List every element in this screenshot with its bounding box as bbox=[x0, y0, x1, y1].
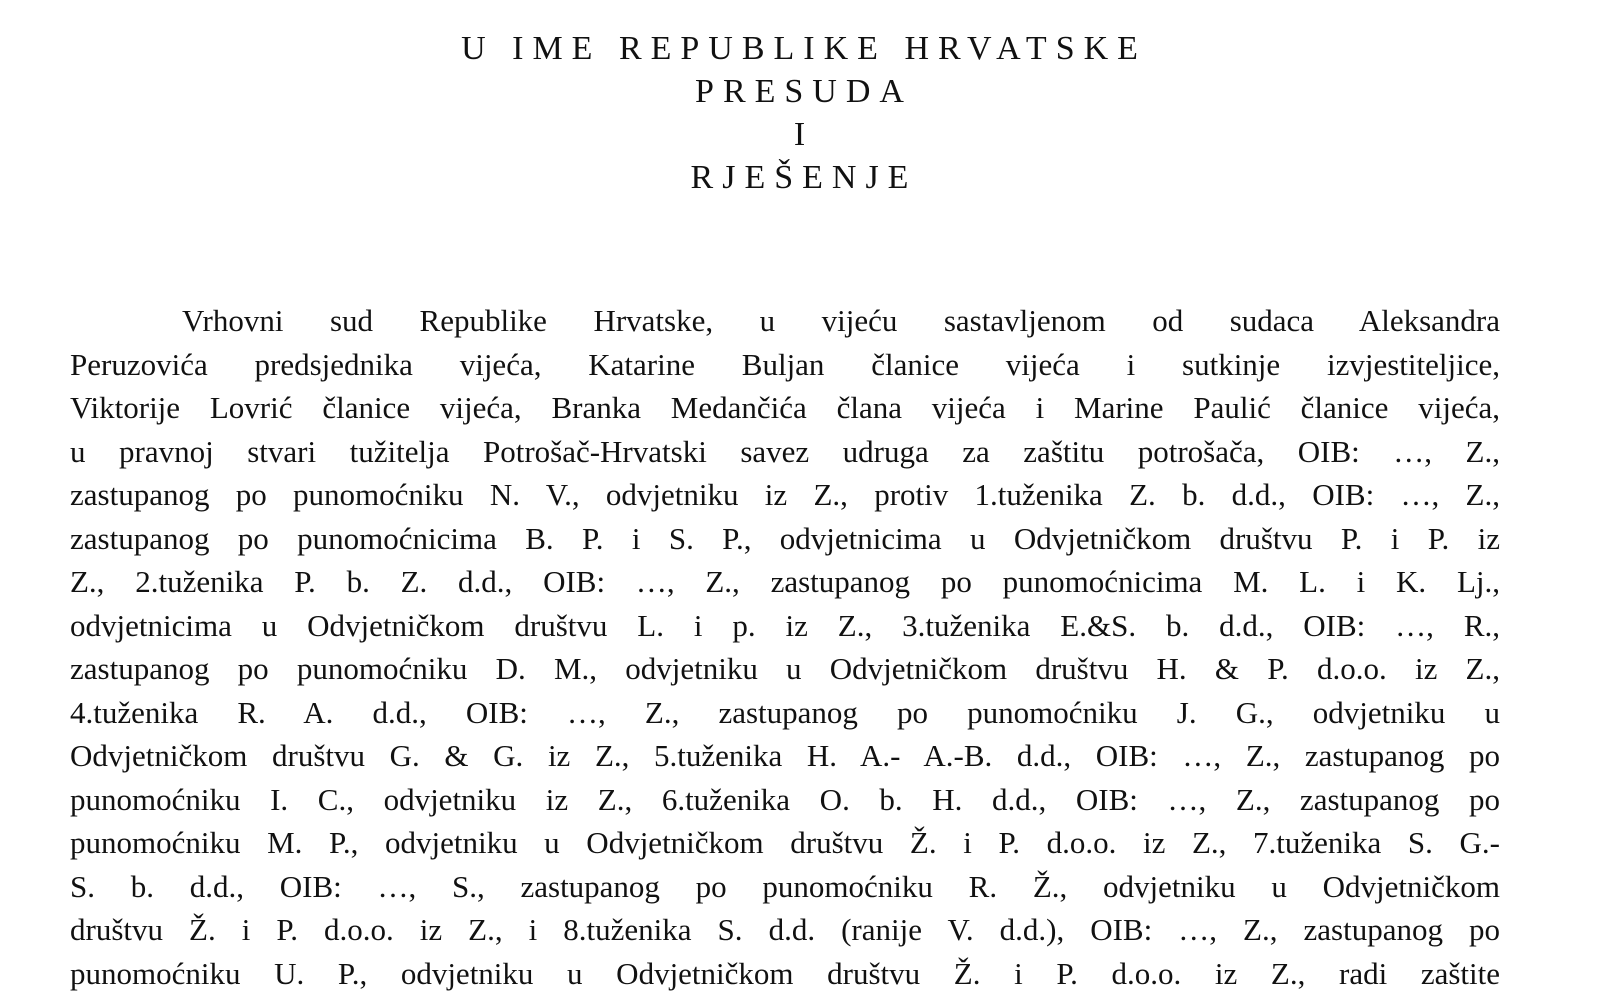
paragraph-line: društvu Ž. i P. d.o.o. iz Z., i 8.tuženika S. d.d. (ranije V. d.d.), OIB: …, Z., zastupanog po bbox=[70, 912, 1500, 947]
judgment-label: PRESUDA bbox=[695, 73, 913, 110]
paragraph-line: punomoćniku I. C., odvjetniku iz Z., 6.tuženika O. b. H. d.d., OIB: …, Z., zastupanog po bbox=[70, 781, 1500, 817]
paragraph-line: u pravnoj stvari tužitelja Potrošač-Hrvatski savez udruga za zaštitu potrošača, OIB: …, Z., bbox=[70, 433, 1500, 469]
paragraph-line: S. b. d.d., OIB: …, S., zastupanog po punomoćniku R. Ž., odvjetniku u Odvjetničkom bbox=[70, 868, 1500, 904]
paragraph-line: punomoćniku U. P., odvjetniku u Odvjetničkom društvu Ž. i P. d.o.o. iz Z., radi zaštite bbox=[70, 955, 1500, 991]
decision-label: RJEŠENJE bbox=[690, 159, 918, 196]
paragraph-line: odvjetnicima u Odvjetničkom društvu L. i p. iz Z., 3.tuženika E.&S. b. d.d., OIB: …, R., bbox=[70, 607, 1500, 643]
court-heading-title: U IME REPUBLIKE HRVATSKE bbox=[461, 30, 1147, 67]
paragraph-line: Odvjetničkom društvu G. & G. iz Z., 5.tuženika H. A.- A.-B. d.d., OIB: …, Z., zastupanog po bbox=[70, 738, 1500, 773]
paragraph-line: Viktorije Lovrić članice vijeća, Branka Medančića člana vijeća i Marine Paulić članice vijeća, bbox=[70, 390, 1500, 425]
introductory-paragraph bbox=[70, 299, 1500, 995]
paragraph-line: Z., 2.tuženika P. b. Z. d.d., OIB: …, Z., zastupanog po punomoćnicima M. L. i K. Lj., bbox=[70, 564, 1500, 599]
paragraph-line: 4.tuženika R. A. d.d., OIB: …, Z., zastupanog po punomoćniku J. G., odvjetniku u bbox=[70, 694, 1500, 730]
conjunction-label: I bbox=[793, 116, 815, 153]
paragraph-line: zastupanog po punomoćnicima B. P. i S. P., odvjetnicima u Odvjetničkom društvu P. i P. iz bbox=[70, 520, 1500, 556]
paragraph-line: zastupanog po punomoćniku D. M., odvjetniku u Odvjetničkom društvu H. & P. d.o.o. iz Z., bbox=[70, 651, 1500, 686]
paragraph-line: Vrhovni sud Republike Hrvatske, u vijeću sastavljenom od sudaca Aleksandra bbox=[182, 303, 1500, 338]
paragraph-line: punomoćniku M. P., odvjetniku u Odvjetničkom društvu Ž. i P. d.o.o. iz Z., 7.tuženika S. G.- bbox=[70, 825, 1500, 860]
paragraph-line: Peruzovića predsjednika vijeća, Katarine Buljan članice vijeća i sutkinje izvjestiteljice, bbox=[70, 346, 1500, 382]
paragraph-line: zastupanog po punomoćniku N. V., odvjetniku iz Z., protiv 1.tuženika Z. b. d.d., OIB: …, Z., bbox=[70, 477, 1500, 512]
